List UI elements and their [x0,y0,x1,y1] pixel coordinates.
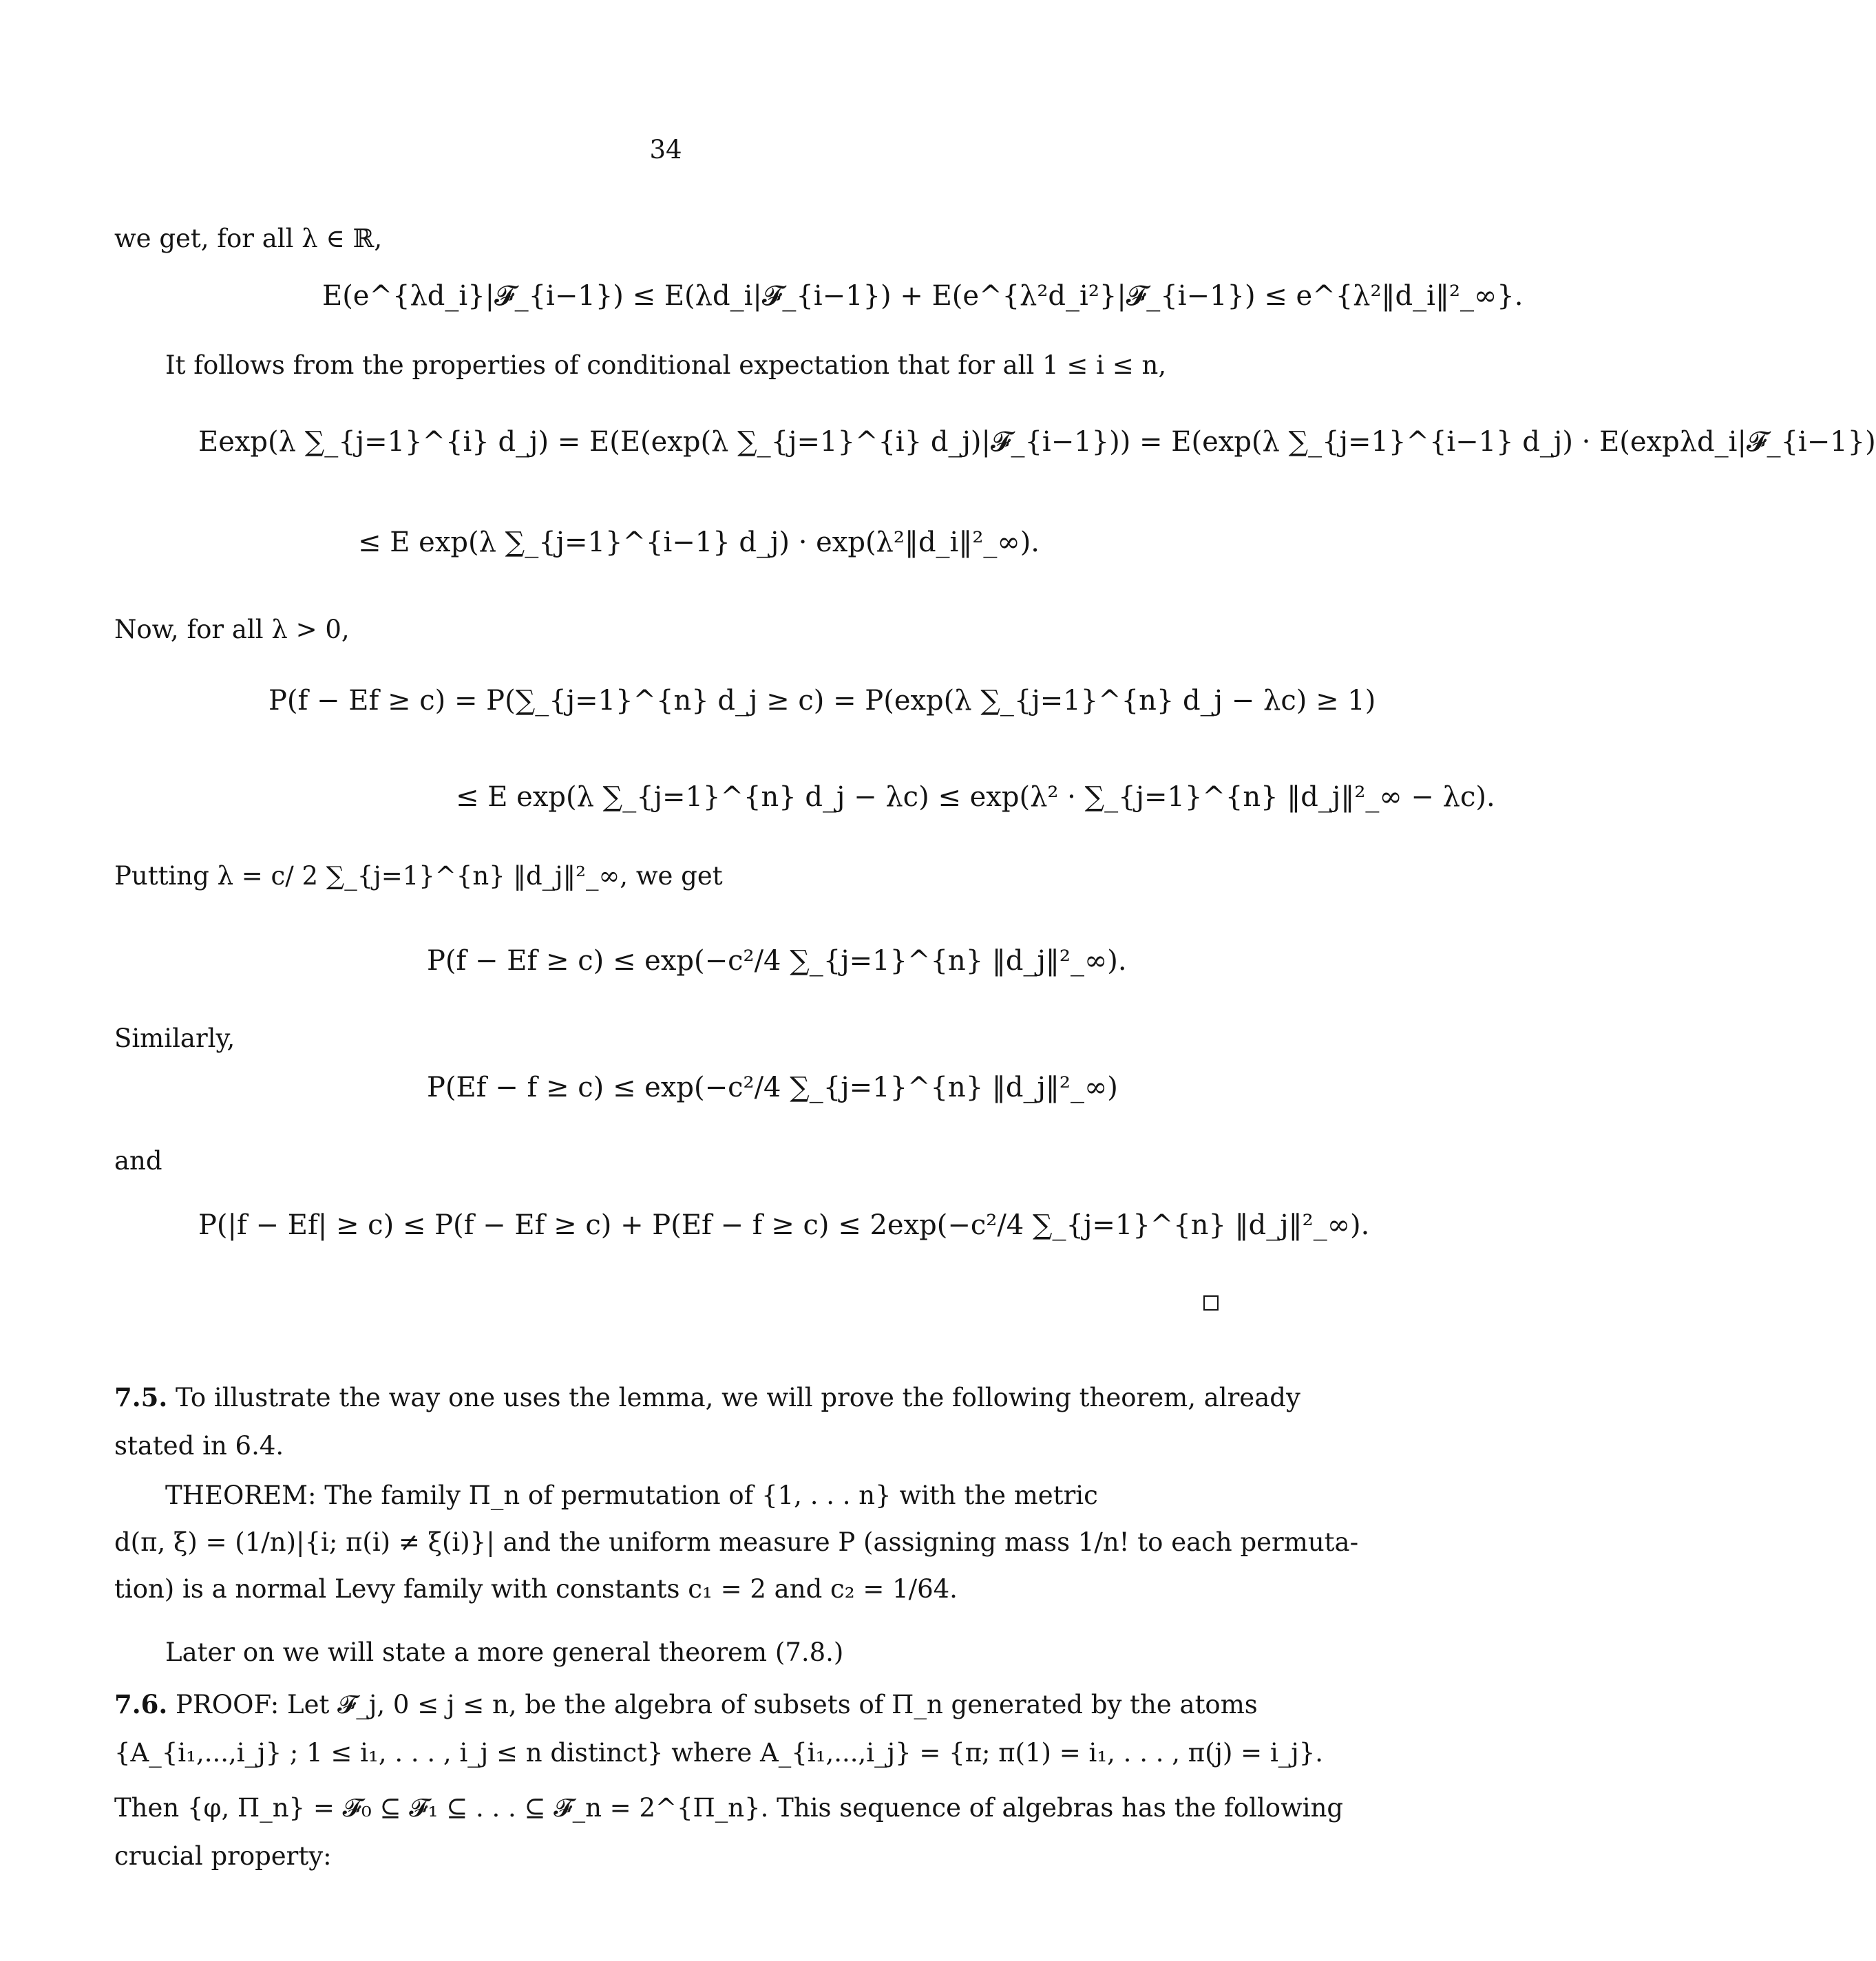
equation: ≤ E exp(λ ∑_{j=1}^{i−1} d_j) · exp(λ²‖d_i‖²_∞). [358,527,1040,558]
text-line: Putting λ = c/ 2 ∑_{j=1}^{n} ‖d_j‖²_∞, we get [114,861,723,891]
paragraph-line [114,1689,1258,1719]
paragraph-line [114,1382,1300,1412]
equation: P(|f − Ef| ≥ c) ≤ P(f − Ef ≥ c) + P(Ef − f ≥ c) ≤ 2exp(−c²/4 ∑_{j=1}^{n} ‖d_j‖²_∞). [198,1209,1370,1241]
paragraph-line: crucial property: [114,1841,332,1871]
equation: P(Ef − f ≥ c) ≤ exp(−c²/4 ∑_{j=1}^{n} ‖d_j‖²_∞) [427,1072,1118,1103]
text-line: we get, for all λ ∈ ℝ, [114,224,383,253]
page-number: 34 [649,135,682,165]
paragraph-line: {A_{i₁,...,i_j} ; 1 ≤ i₁, . . . , i_j ≤ n distinct} where A_{i₁,...,i_j} = {π; π(1) = i₁, . . . , π(j) = i_j}. [114,1738,1324,1768]
text-line: Now, for all λ > 0, [114,615,350,644]
equation: P(f − Ef ≥ c) ≤ exp(−c²/4 ∑_{j=1}^{n} ‖d_j‖²_∞). [427,945,1127,977]
theorem-line: tion) is a normal Levy family with constants c₁ = 2 and c₂ = 1/64. [114,1574,958,1604]
equation: ≤ E exp(λ ∑_{j=1}^{n} d_j − λc) ≤ exp(λ² · ∑_{j=1}^{n} ‖d_j‖²_∞ − λc). [456,781,1495,813]
paragraph-line: Later on we will state a more general theorem (7.8.) [165,1637,844,1667]
equation: E(e^{λd_i}|𝓕_{i−1}) ≤ E(λd_i|𝓕_{i−1}) + E(e^{λ²d_i²}|𝓕_{i−1}) ≤ e^{λ²‖d_i‖²_∞}. [322,280,1524,312]
theorem-line: THEOREM: The family Π_n of permutation of {1, . . . n} with the metric [165,1481,1098,1510]
paragraph-text: To illustrate the way one uses the lemma, we will prove the following theorem, already [176,1383,1300,1412]
text-line: and [114,1146,162,1176]
text-line: It follows from the properties of conditional expectation that for all 1 ≤ i ≤ n, [165,350,1167,380]
equation: P(f − Ef ≥ c) = P(∑_{j=1}^{n} d_j ≥ c) = P(exp(λ ∑_{j=1}^{n} d_j − λc) ≥ 1) [268,685,1376,717]
paragraph-text: PROOF: Let 𝓕_j, 0 ≤ j ≤ n, be the algebra of subsets of Π_n generated by the atoms [176,1690,1258,1719]
section-number: 7.5. [114,1382,168,1412]
paragraph-line: stated in 6.4. [114,1431,284,1461]
section-number: 7.6. [114,1689,168,1719]
paragraph-line: Then {φ, Π_n} = 𝓕₀ ⊆ 𝓕₁ ⊆ . . . ⊆ 𝓕_n = 2^{Π_n}. This sequence of algebras has the following [114,1793,1344,1823]
text-line: Similarly, [114,1024,235,1053]
qed-box [1203,1295,1219,1311]
theorem-line: d(π, ξ) = (1/n)|{i; π(i) ≠ ξ(i)}| and the uniform measure P (assigning mass 1/n! to each permuta- [114,1527,1359,1557]
equation: Eexp(λ ∑_{j=1}^{i} d_j) = E(E(exp(λ ∑_{j=1}^{i} d_j)|𝓕_{i−1})) = E(exp(λ ∑_{j=1}^{i−1} d_j) · E(expλd_i|𝓕_{i−1}) [198,426,1876,458]
